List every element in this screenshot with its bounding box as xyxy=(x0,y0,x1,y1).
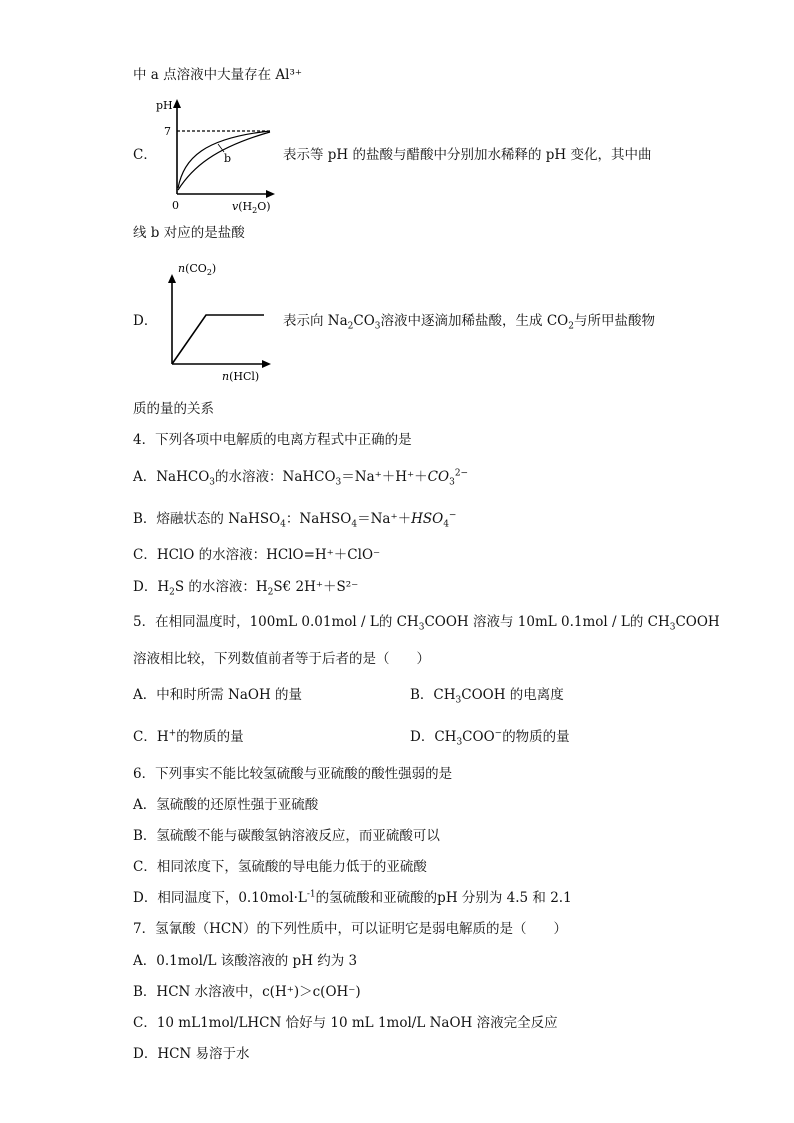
d-graph-y-label: $n(CO_2)$ xyxy=(178,262,217,277)
q6-option-c: C．相同浓度下，氢硫酸的导电能力低于的亚硫酸 xyxy=(133,859,427,875)
q5-option-a: A．中和时所需 NaOH 的量 xyxy=(133,687,303,703)
d-graph-x-arrow xyxy=(262,360,271,368)
d-graph-line xyxy=(172,315,264,364)
q6-option-b: B．氢硫酸不能与碳酸氢钠溶液反应，而亚硫酸可以 xyxy=(133,828,440,844)
q5-stem: 5．在相同温度时，100mL 0.01mol / L的 $CH_3COOH$ 溶液与 10mL 0.1mol / L的 $CH_3COOH$ xyxy=(133,614,720,633)
q3-c-text: 表示等 pH 的盐酸与醋酸中分别加水稀释的 pH 变化，其中曲 xyxy=(283,147,652,163)
q6-option-d: D．相同温度下，$0.10mol\cdot L^{-1}$的氢硫酸和亚硫酸的pH 分别为 4.5 和 2.1 xyxy=(133,889,572,906)
q5-stem-cont: 溶液相比较，下列数值前者等于后者的是（ ） xyxy=(133,651,430,667)
q7-stem: 7．氢氰酸（HCN）的下列性质中，可以证明它是弱电解质的是（ ） xyxy=(133,921,568,937)
q4-option-b: B．熔融状态的 NaHSO$_4$：$NaHSO_4=Na^++HSO_4^-$ xyxy=(133,510,457,530)
d-graph-y-arrow xyxy=(168,274,176,283)
c-graph-y-arrow xyxy=(173,99,181,108)
q7-option-c: C．10 mL1mol/LHCN 恰好与 10 mL 1mol/L NaOH 溶液完全反应 xyxy=(133,1015,558,1031)
c-graph-ph7-label: 7 xyxy=(164,125,171,138)
q6-stem: 6．下列事实不能比较氢硫酸与亚硫酸的酸性强弱的是 xyxy=(133,766,453,782)
c-graph-curve-b-label: b xyxy=(224,152,232,165)
q6-option-a: A．氢硫酸的还原性强于亚硫酸 xyxy=(133,797,319,813)
c-graph-x-label: $v(H_2O)$ xyxy=(232,200,271,215)
q7-option-b: B．HCN 水溶液中，c(H⁺)＞c(OH⁻) xyxy=(133,984,361,1000)
q5-option-c: C．H+的物质的量 xyxy=(133,728,244,745)
q3-d-text: 表示向 $Na_2CO_3$溶液中逐滴加稀盐酸，生成 $CO_2$与所甲盐酸物 xyxy=(283,313,655,332)
c-graph-y-label: pH xyxy=(156,99,173,112)
c-graph-origin: 0 xyxy=(172,199,179,212)
q4-stem: 4．下列各项中电解质的电离方程式中正确的是 xyxy=(133,432,412,448)
q3-c-label: C． xyxy=(133,147,157,163)
q3-d-text-cont: 质的量的关系 xyxy=(133,401,214,417)
c-graph-x-arrow xyxy=(266,190,275,198)
q5-option-d: D．$CH_3COO^-$的物质的量 xyxy=(410,728,570,748)
q7-option-a: A．0.1mol/L 该酸溶液的 pH 约为 3 xyxy=(133,953,358,969)
q4-option-c: C．HClO 的水溶液：HClO=H⁺＋ClO⁻ xyxy=(133,547,381,563)
q3-b-tail: 中 a 点溶液中大量存在 Al³⁺ xyxy=(133,67,303,83)
q3-d-graph xyxy=(160,256,280,384)
q5-option-b: B．$CH_3COOH$ 的电离度 xyxy=(410,687,564,706)
q7-option-d: D．HCN 易溶于水 xyxy=(133,1046,250,1062)
q3-c-text-cont: 线 b 对应的是盐酸 xyxy=(133,225,245,241)
q4-option-a: A．NaHCO$_3$的水溶液：$NaHCO_3=Na^++H^++CO_3^{2-}$ xyxy=(133,468,469,488)
q3-c-graph xyxy=(152,96,277,216)
d-graph-x-label: n(HCl) xyxy=(222,370,260,383)
q3-d-label: D． xyxy=(133,313,158,329)
q4-option-d: D．$H_2S$ 的水溶液：$H_2S€$ 2H⁺＋S²⁻ xyxy=(133,579,359,598)
